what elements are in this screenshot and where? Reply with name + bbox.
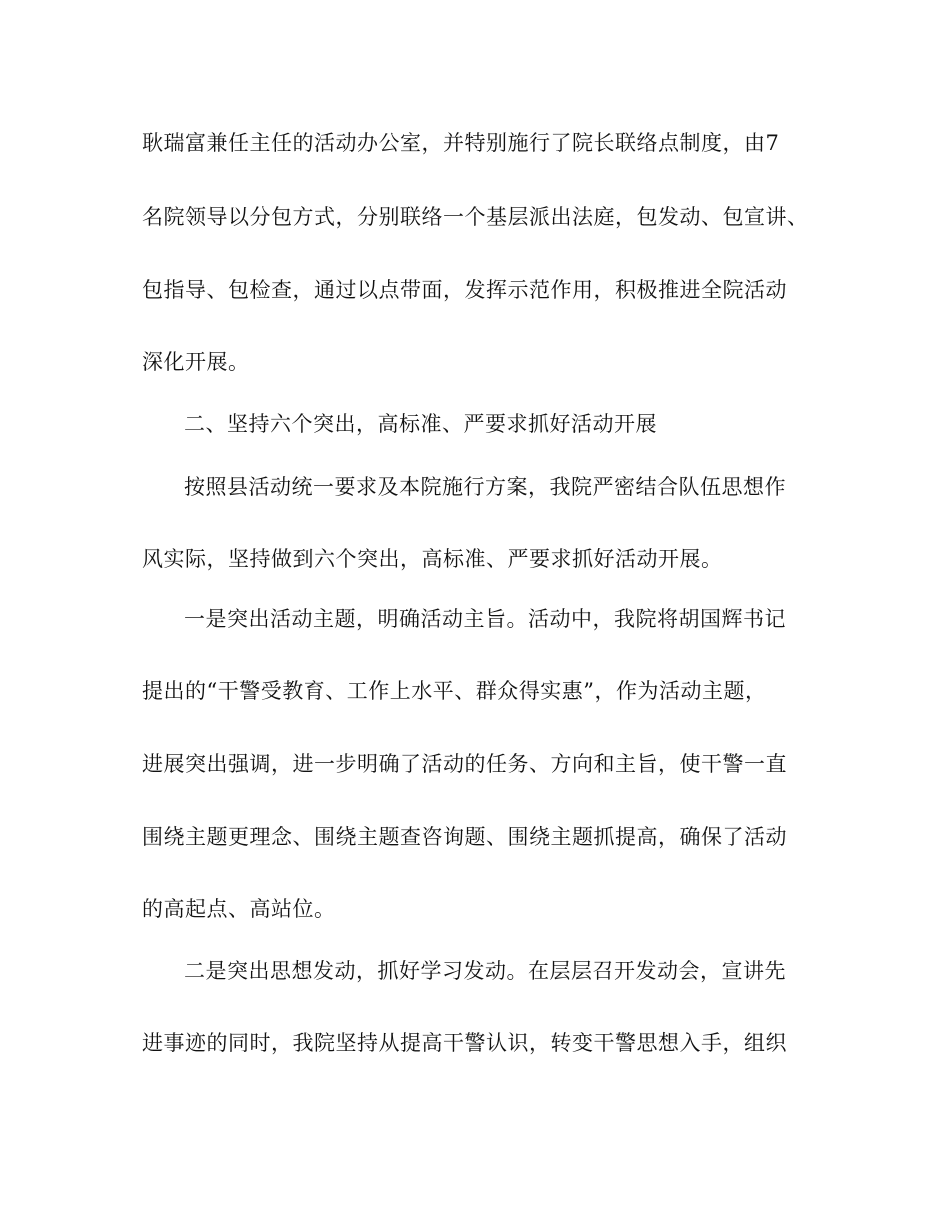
paragraph-line: 二是突出思想发动，抓好学习发动。在层层召开发动会，宣讲先 — [184, 959, 786, 983]
paragraph-line: 名院领导以分包方式，分别联络一个基层派出法庭，包发动、包宣讲、 — [142, 205, 809, 229]
paragraph-line: 耿瑞富兼任主任的活动办公室，并特别施行了院长联络点制度，由7 — [142, 131, 780, 155]
paragraph-line: 进展突出强调，进一步明确了活动的任务、方向和主旨，使干警一直 — [142, 752, 787, 776]
paragraph-line: 一是突出活动主题，明确活动主旨。活动中，我院将胡国辉书记 — [184, 607, 786, 631]
paragraph-line: 进事迹的同时，我院坚持从提高干警认识，转变干警思想入手，组织 — [142, 1031, 787, 1055]
paragraph-line: 按照县活动统一要求及本院施行方案，我院严密结合队伍思想作 — [184, 475, 786, 499]
paragraph-line: 包指导、包检查，通过以点带面，发挥示范作用，积极推进全院活动 — [142, 278, 787, 302]
section-heading: 二、坚持六个突出，高标准、严要求抓好活动开展 — [184, 412, 657, 436]
paragraph-line: 提出的“干警受教育、工作上水平、群众得实惠”，作为活动主题， — [142, 679, 767, 703]
paragraph-line: 围绕主题更理念、围绕主题查咨询题、围绕主题抓提高，确保了活动 — [142, 825, 787, 849]
paragraph-line: 深化开展。 — [142, 350, 250, 374]
paragraph-line: 的高起点、高站位。 — [142, 897, 336, 921]
paragraph-line: 风实际，坚持做到六个突出，高标准、严要求抓好活动开展。 — [142, 547, 723, 571]
